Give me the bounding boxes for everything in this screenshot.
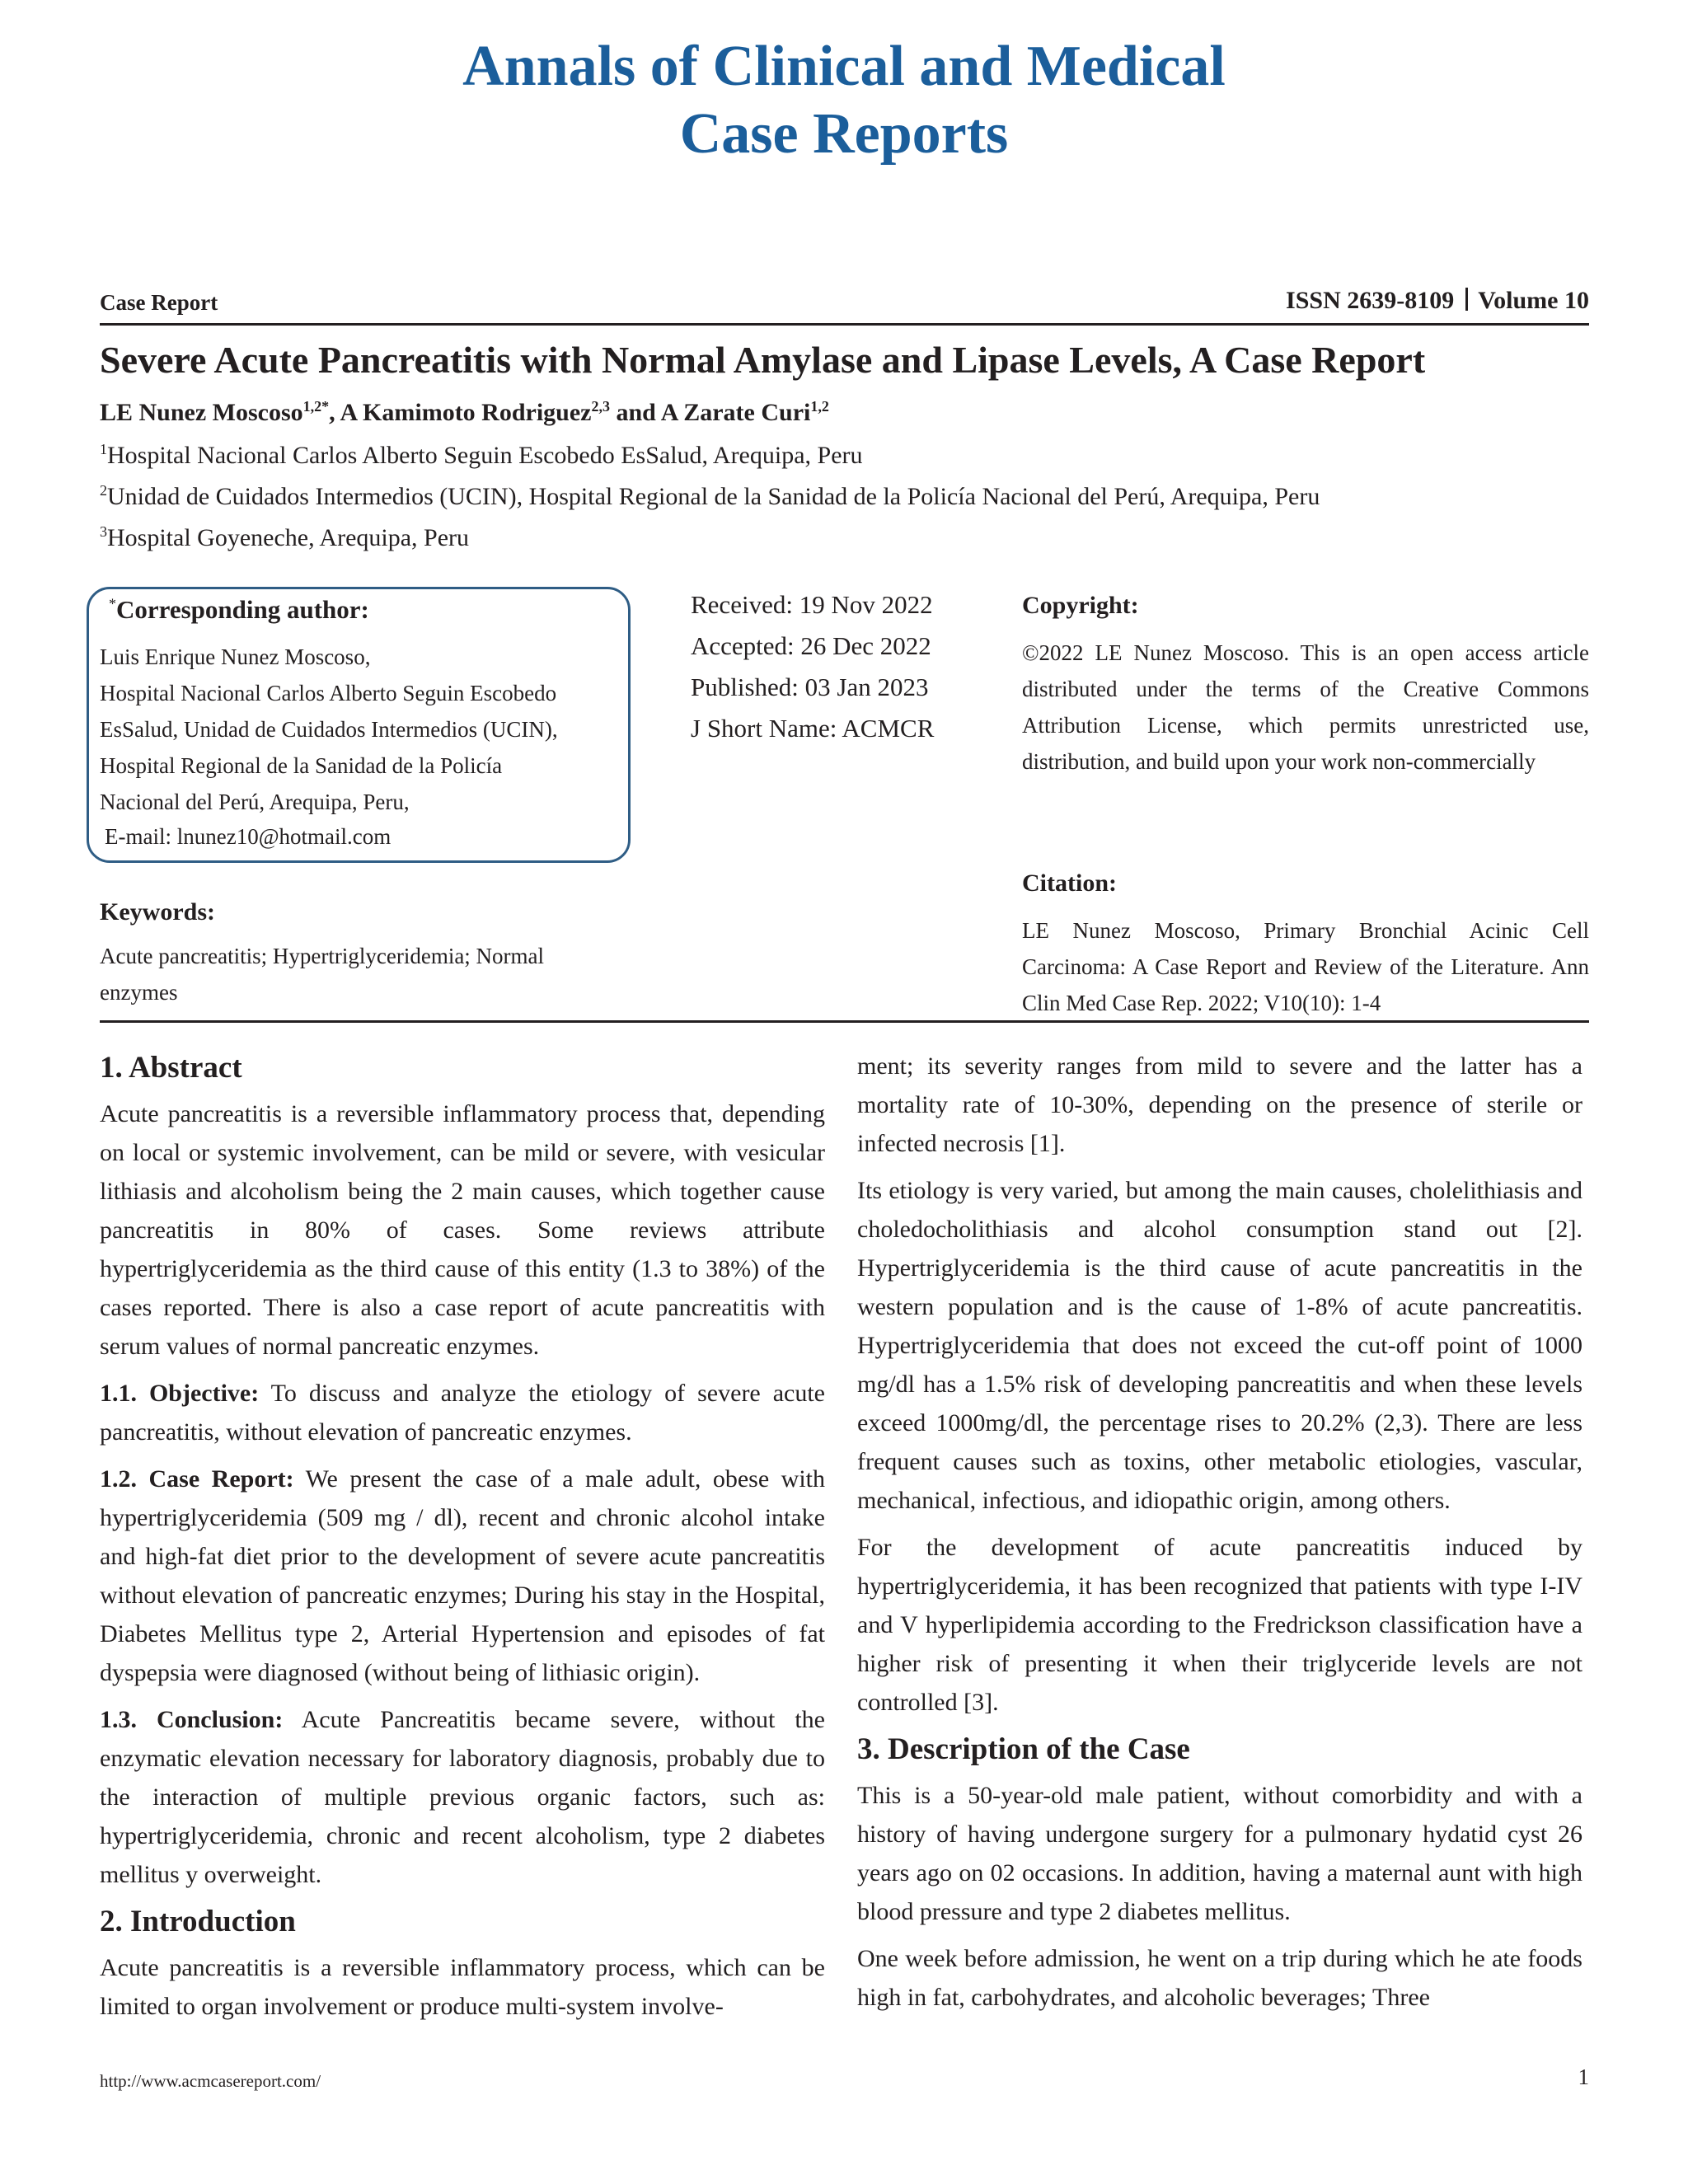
case-report-label: 1.2. Case Report: (100, 1465, 294, 1493)
corresponding-title: Corresponding author: (116, 595, 369, 624)
case-report-paragraph (100, 1460, 825, 1692)
keywords-heading: Keywords: (100, 898, 215, 926)
journal-title (0, 33, 1688, 168)
corresponding-author-heading (109, 595, 369, 625)
corresponding-line: Luis Enrique Nunez Moscoso, (100, 644, 371, 669)
conclusion-paragraph (100, 1700, 825, 1894)
case-report-text: We present the case of a male adult, obese with hypertriglyceridemia (509 mg / dl), recent and chronic alcohol intake and high-fat diet prior to the development of severe acute pancreatitis without elevation of pancreatic enzymes; During his stay in the Hospital, Diabetes Mellitus type 2, Arterial Hypertension and episodes of fat dyspepsia were diagnosed (without being of lithiasic origin). (100, 1465, 825, 1686)
affiliation-number: 3 (100, 523, 107, 540)
abstract-heading: 1. Abstract (100, 1051, 242, 1085)
article-title: Severe Acute Pancreatitis with Normal Amylase and Lipase Levels, A Case Report (100, 339, 1426, 381)
affiliation-number: 1 (100, 441, 107, 457)
introduction-continued: ment; its severity ranges from mild to severe and the latter has a mortality rate of 10-30%, depending on the presence of sterile or infected necrosis [1]. (857, 1052, 1582, 1157)
abstract-paragraph: Acute pancreatitis is a reversible inflammatory process that, depending on local or systemic involvement, can be mild or severe, with vesicular lithiasis and alcoholism being the 2 main causes, which together cause pancreatitis in 80% of cases. Some reviews attribute hypertriglyceridemia as the third cause of this entity (1.3 to 38%) of the cases reported. There is also a case report of acute pancreatitis with serum values of normal pancreatic enzymes. (100, 1100, 825, 1360)
author-separator: , (329, 399, 340, 426)
published-date: Published: 03 Jan 2023 (691, 673, 929, 701)
volume: Volume 10 (1478, 287, 1589, 314)
journal-short-name: J Short Name: ACMCR (691, 714, 935, 743)
author-affiliation-marker: 1,2 (810, 398, 829, 415)
author-name: LE Nunez Moscoso (100, 399, 303, 426)
affiliation-text: Unidad de Cuidados Intermedios (UCIN), Hospital Regional de la Sanidad de la Policía Nacional del Perú, Arequipa, Peru (107, 483, 1320, 510)
journal-title-line-1: Annals of Clinical and Medical (462, 35, 1226, 98)
issn-volume (1286, 287, 1589, 315)
objective-label: 1.1. Objective: (100, 1380, 260, 1407)
introduction-heading: 2. Introduction (100, 1905, 296, 1938)
author-list (100, 399, 829, 427)
received-date: Received: 19 Nov 2022 (691, 590, 933, 619)
author-name: A Zarate Curi (660, 399, 811, 426)
corresponding-line: Nacional del Perú, Arequipa, Peru, (100, 790, 410, 814)
corresponding-line: Hospital Regional de la Sanidad de la Policía (100, 753, 503, 778)
author-affiliation-marker: 1,2* (302, 398, 330, 415)
keywords-text: Acute pancreatitis; Hypertriglyceridemia; Normal enzymes (100, 944, 545, 1005)
affiliation (100, 483, 1320, 511)
right-column (857, 1047, 1582, 2017)
copyright-heading: Copyright: (1022, 592, 1139, 619)
body-divider (100, 1020, 1589, 1023)
issn-separator (1465, 288, 1468, 311)
accepted-date: Accepted: 26 Dec 2022 (691, 631, 931, 660)
conclusion-label: 1.3. Conclusion: (100, 1706, 284, 1733)
affiliation-text: Hospital Goyeneche, Arequipa, Peru (107, 524, 470, 551)
author-name: A Kamimoto Rodriguez (340, 399, 592, 426)
corresponding-line: EsSalud, Unidad de Cuidados Intermedios (UCIN), (100, 717, 558, 742)
journal-title-line-2: Case Reports (679, 102, 1009, 166)
objective-text: To discuss and analyze the etiology of severe acute pancreatitis, without elevation of pancreatic enzymes. (100, 1380, 825, 1446)
issn: ISSN 2639-8109 (1286, 287, 1455, 314)
left-column (100, 1047, 825, 2026)
admission-paragraph: One week before admission, he went on a trip during which he ate foods high in fat, carbohydrates, and alcoholic beverages; Three (857, 1945, 1582, 2011)
conclusion-text: Acute Pancreatitis became severe, without the enzymatic elevation necessary for laboratory diagnosis, probably due to the interaction of multiple previous organic factors, such as: hypertriglyceridemia, chronic and recent alcoholism, type 2 diabetes mellitus y overweight. (100, 1706, 825, 1888)
case-description-heading: 3. Description of the Case (857, 1732, 1190, 1766)
affiliation-text: Hospital Nacional Carlos Alberto Seguin Escobedo EsSalud, Arequipa, Peru (107, 442, 863, 469)
affiliation (100, 442, 863, 470)
affiliation-number: 2 (100, 482, 107, 499)
patient-history-paragraph: This is a 50-year-old male patient, without comorbidity and with a history of having undergone surgery for a pulmonary hydatid cyst 26 years ago on 02 occasions. In addition, having a maternal aunt with high blood pressure and type 2 diabetes mellitus. (857, 1782, 1582, 1925)
introduction-paragraph: Acute pancreatitis is a reversible inflammatory process, which can be limited to organ involvement or produce multi-system involve- (100, 1954, 825, 2020)
objective-paragraph (100, 1374, 825, 1451)
page-number: 1 (1578, 2064, 1589, 2089)
fredrickson-paragraph: For the development of acute pancreatitis induced by hypertriglyceridemia, it has been recognized that patients with type I-IV and V hyperlipidemia according to the Fredrickson classification have a higher risk of presenting it when their triglyceride levels are not controlled [3]. (857, 1534, 1582, 1716)
citation-heading: Citation: (1022, 869, 1117, 897)
citation-text: LE Nunez Moscoso, Primary Bronchial Acinic Cell Carcinoma: A Case Report and Review of the Literature. Ann Clin Med Case Rep. 2022; V10(10): 1-4 (1022, 918, 1589, 1015)
corresponding-star: * (109, 595, 116, 612)
author-affiliation-marker: 2,3 (591, 398, 610, 415)
copyright-text: ©2022 LE Nunez Moscoso. This is an open access article distributed under the terms of the Creative Commons Attribution License, which permits unrestricted use, distribution, and build upon your work non-commercially (1022, 640, 1589, 774)
etiology-paragraph: Its etiology is very varied, but among the main causes, cholelithiasis and choledocholithiasis and alcohol consumption stand out [2]. Hypertriglyceridemia is the third cause of acute pancreatitis in the western population and is the cause of 1-8% of acute pancreatitis. Hypertriglyceridemia that does not exceed the cut-off point of 1000 mg/dl has a 1.5% risk of developing pancreatitis and when these levels exceed 1000mg/dl, the percentage rises to 20.2% (2,3). There are less frequent causes such as toxins, other metabolic etiologies, vascular, mechanical, infectious, and idiopathic origin, among others. (857, 1177, 1582, 1514)
affiliation (100, 524, 469, 552)
footer-url[interactable]: http://www.acmcasereport.com/ (100, 2071, 321, 2091)
article-type: Case Report (100, 290, 218, 315)
header-divider (100, 323, 1589, 326)
corresponding-line: Hospital Nacional Carlos Alberto Seguin Escobedo (100, 681, 557, 705)
author-separator: and (610, 399, 661, 426)
corresponding-email[interactable]: E-mail: lnunez10@hotmail.com (105, 824, 392, 849)
